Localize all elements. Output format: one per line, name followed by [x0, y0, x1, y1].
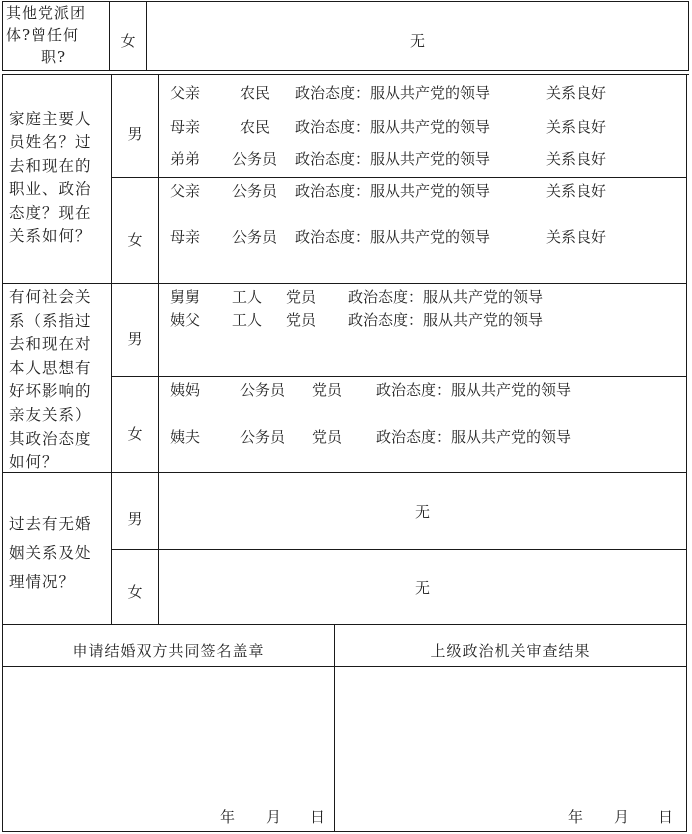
- label-line: 本人思想有: [9, 358, 92, 377]
- relation: 姨父: [170, 311, 201, 329]
- occupation: 工人: [232, 311, 263, 329]
- relation: 母亲: [170, 118, 201, 136]
- occupation: 农民: [240, 84, 271, 102]
- relationship-status: 关系良好: [546, 228, 607, 246]
- label-line: 如何？: [9, 453, 59, 472]
- joint-signature-header: 申请结婚双方共同签名盖章: [72, 642, 265, 660]
- politics: 政治态度：服从共产党的领导: [348, 288, 544, 306]
- rule: [158, 74, 159, 625]
- party: 党员: [312, 428, 343, 446]
- social-female-gender: 女: [127, 425, 143, 443]
- relation: 弟弟: [170, 150, 201, 168]
- label-line: 体?曾任何: [6, 26, 80, 44]
- occupation: 公务员: [232, 182, 278, 200]
- label-line: 职?: [41, 48, 67, 66]
- label-line: 职业、政治: [9, 180, 92, 199]
- month-label: 月: [614, 808, 630, 826]
- year-label: 年: [220, 808, 236, 826]
- politics: 政治态度：服从共产党的领导: [348, 311, 544, 329]
- relationship-status: 关系良好: [546, 150, 607, 168]
- rule: [2, 1, 3, 71]
- month-label: 月: [266, 808, 282, 826]
- politics: 政治态度：服从共产党的领导: [295, 228, 491, 246]
- label-line: 亲友关系）: [9, 405, 92, 424]
- review-result-header: 上级政治机关审查结果: [430, 642, 591, 660]
- marriage-male-gender: 男: [127, 510, 143, 528]
- relation: 父亲: [170, 182, 201, 200]
- politics: 政治态度：服从共产党的领导: [295, 118, 491, 136]
- marriage-label: [9, 510, 109, 597]
- rule: [111, 376, 686, 377]
- marriage-male-value: 无: [414, 503, 430, 521]
- social-label: [9, 286, 109, 475]
- other-party-gender: 女: [120, 32, 136, 50]
- rule: [688, 1, 689, 71]
- occupation: 工人: [232, 288, 263, 306]
- review-area[interactable]: [335, 667, 686, 831]
- family-female-gender: 女: [127, 231, 143, 249]
- label-line: 员姓名？过: [9, 133, 92, 152]
- politics: 政治态度：服从共产党的领导: [376, 428, 572, 446]
- rule: [2, 70, 689, 71]
- label-line: 态度？现在: [9, 203, 92, 222]
- occupation: 公务员: [240, 428, 286, 446]
- label-line: 关系如何？: [9, 227, 92, 246]
- relationship-status: 关系良好: [546, 118, 607, 136]
- relation: 舅舅: [170, 288, 201, 306]
- family-male-gender: 男: [127, 125, 143, 143]
- politics: 政治态度：服从共产党的领导: [376, 381, 572, 399]
- politics: 政治态度：服从共产党的领导: [295, 150, 491, 168]
- day-label: 日: [310, 808, 326, 826]
- other-party-value: 无: [409, 32, 425, 50]
- rule: [111, 177, 686, 178]
- label-line: 过去有无婚: [9, 515, 92, 533]
- occupation: 农民: [240, 118, 271, 136]
- occupation: 公务员: [240, 381, 286, 399]
- occupation: 公务员: [232, 150, 278, 168]
- day-label: 日: [658, 808, 674, 826]
- party: 党员: [312, 381, 343, 399]
- rule: [111, 74, 112, 625]
- label-line: 姻关系及处: [9, 544, 92, 562]
- party: 党员: [286, 311, 317, 329]
- marriage-female-gender: 女: [127, 583, 143, 601]
- rule: [2, 624, 686, 625]
- label-line: 有何社会关: [9, 288, 92, 306]
- rule: [2, 283, 686, 284]
- label-line: 其政治态度: [9, 429, 92, 448]
- politics: 政治态度：服从共产党的领导: [295, 182, 491, 200]
- party: 党员: [286, 288, 317, 306]
- relationship-status: 关系良好: [546, 182, 607, 200]
- other-party-label: [6, 2, 106, 68]
- politics: 政治态度：服从共产党的领导: [295, 84, 491, 102]
- rule: [111, 549, 686, 550]
- relation: 父亲: [170, 84, 201, 102]
- relationship-status: 关系良好: [546, 84, 607, 102]
- rule: [2, 831, 686, 832]
- signature-area[interactable]: [3, 667, 334, 831]
- social-male-gender: 男: [127, 330, 143, 348]
- label-line: 好坏影响的: [9, 382, 92, 401]
- label-line: 其他党派团: [6, 4, 87, 22]
- rule: [686, 74, 687, 832]
- label-line: 去和现在的: [9, 156, 92, 175]
- marriage-female-value: 无: [414, 579, 430, 597]
- rule: [2, 74, 689, 75]
- relation: 母亲: [170, 228, 201, 246]
- relation: 姨妈: [170, 381, 201, 399]
- occupation: 公务员: [232, 228, 278, 246]
- family-label: [9, 108, 109, 248]
- label-line: 系（系指过: [9, 311, 92, 330]
- year-label: 年: [568, 808, 584, 826]
- label-line: 家庭主要人: [9, 110, 92, 128]
- label-line: 理情况？: [9, 573, 76, 591]
- label-line: 去和现在对: [9, 335, 92, 354]
- relation: 姨夫: [170, 428, 201, 446]
